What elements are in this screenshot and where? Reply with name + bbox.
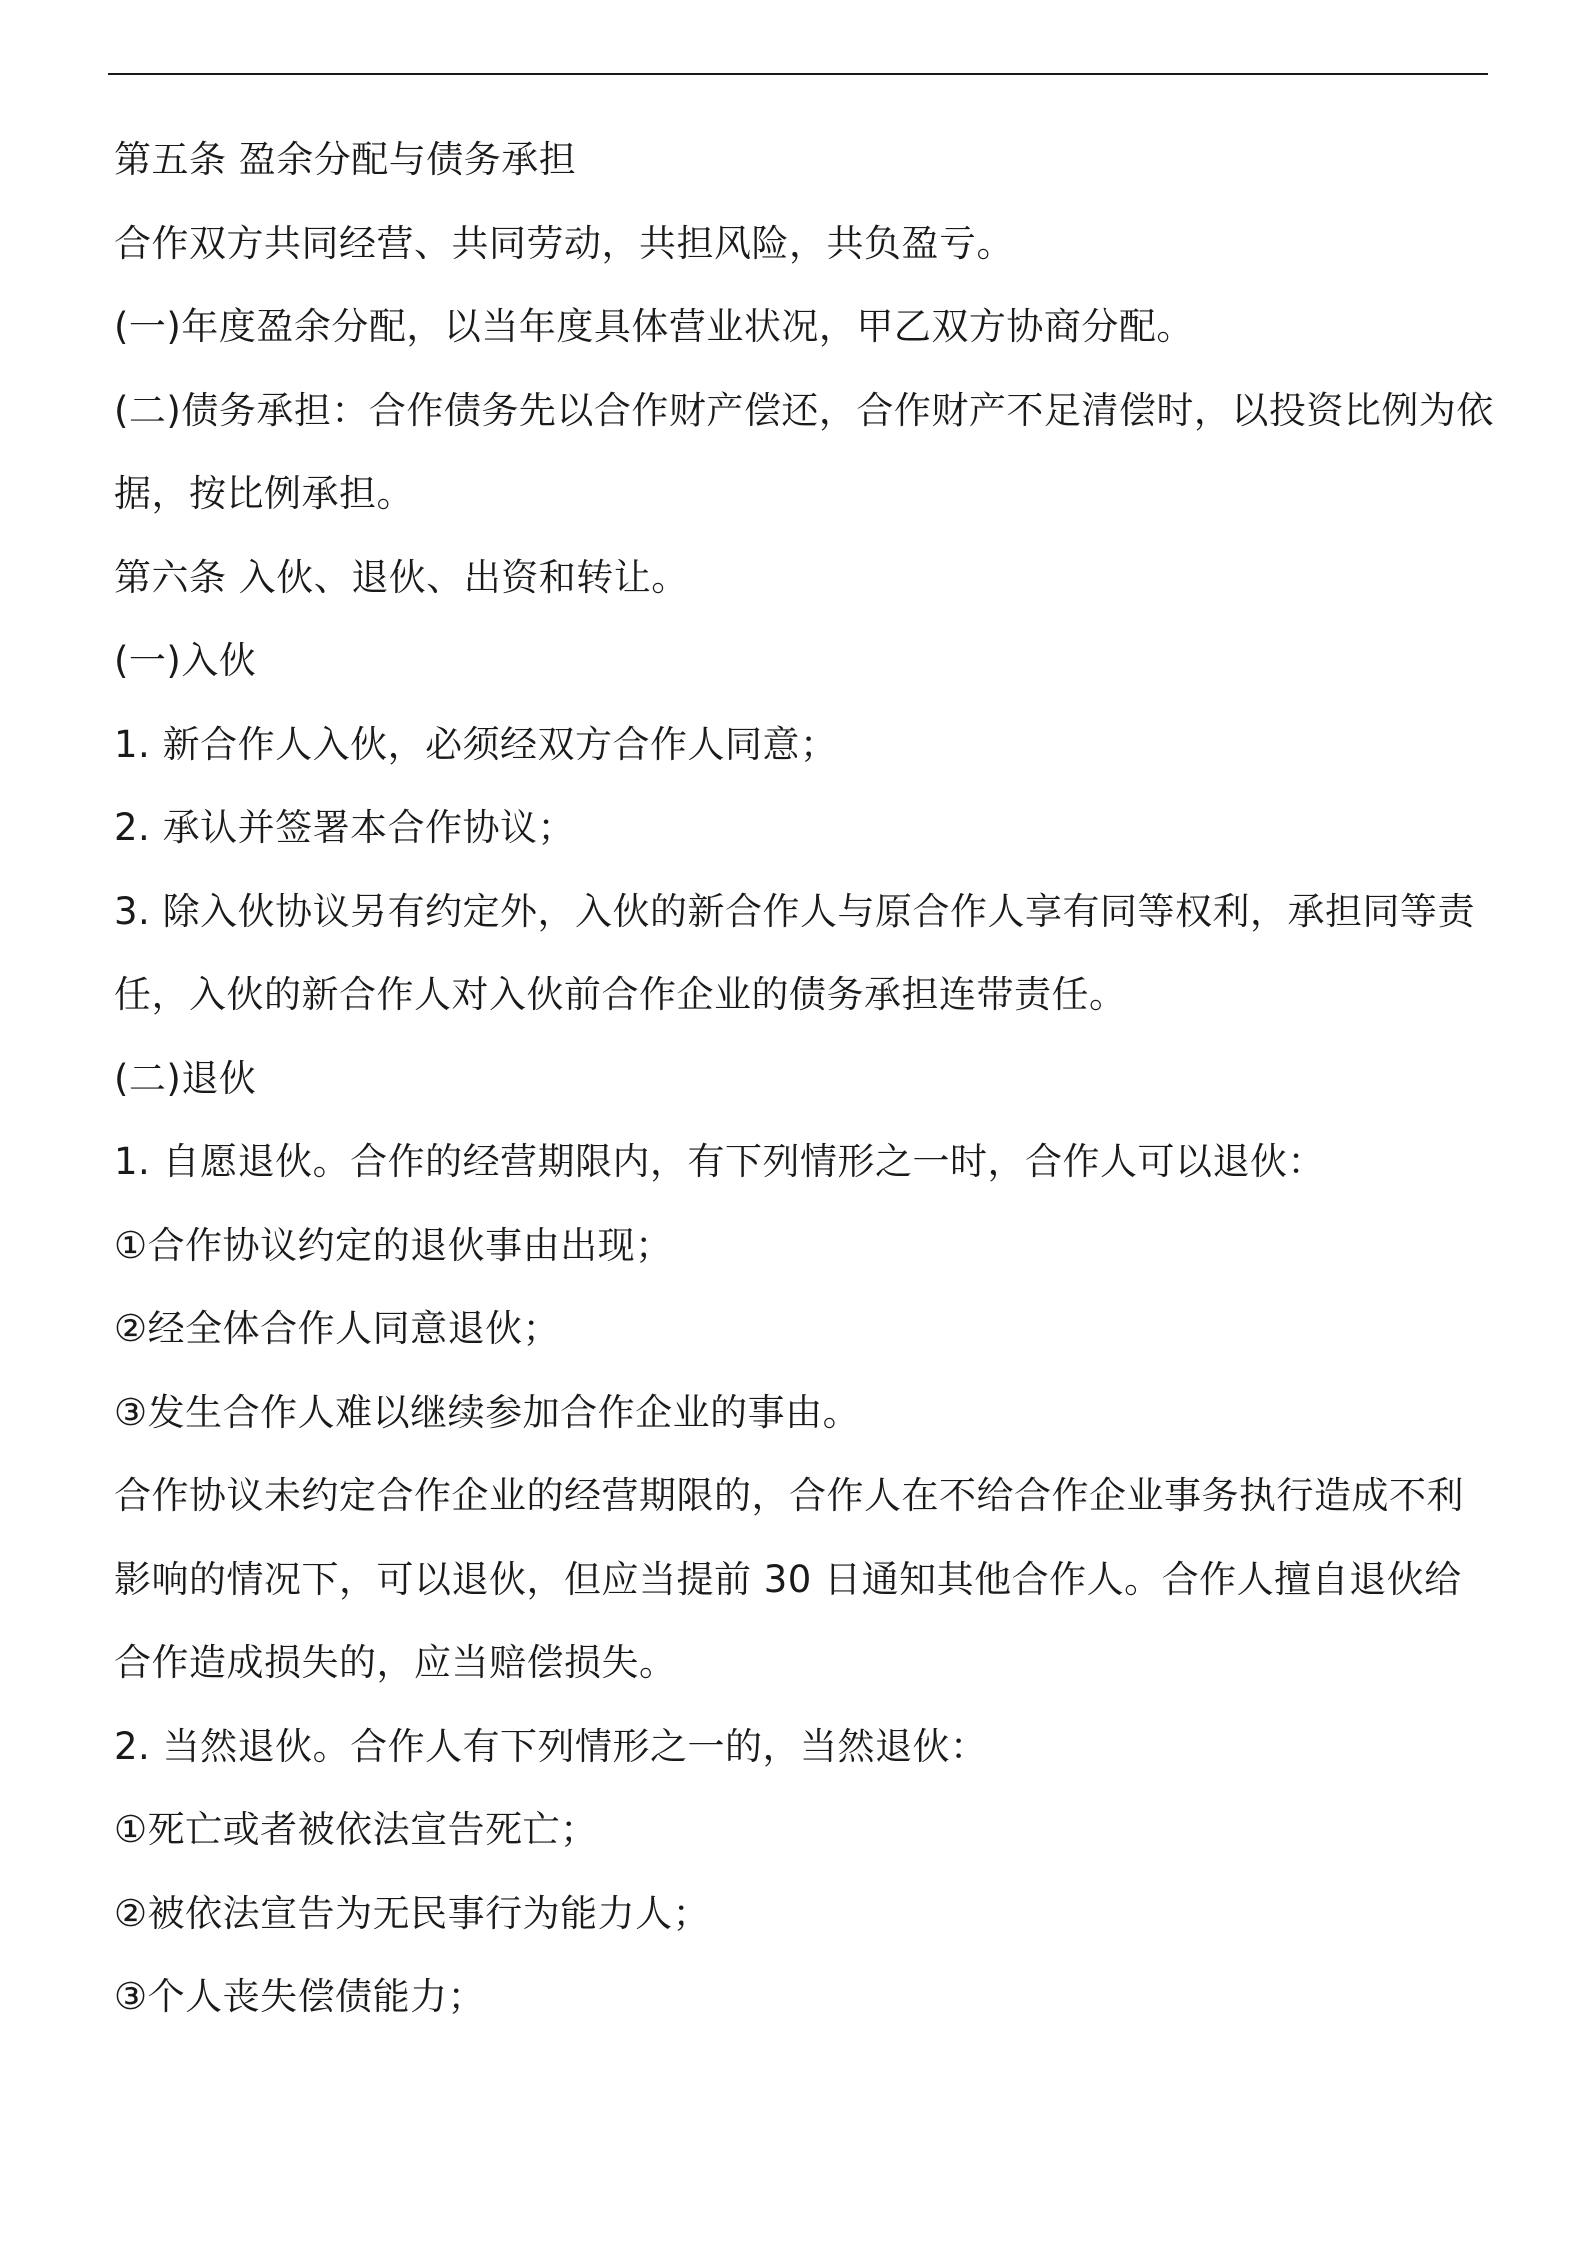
section-heading: (二)退伙 (114, 1056, 257, 1100)
list-item: 2. 承认并签署本合作协议； (114, 806, 576, 849)
header-rule (108, 73, 1488, 75)
article-6-heading: 第六条 入伙、退伙、出资和转让。 (114, 555, 689, 599)
list-item: ②经全体合作人同意退伙； (114, 1307, 561, 1350)
list-item: ①合作协议约定的退伙事由出现； (114, 1223, 673, 1267)
list-item: 3. 除入伙协议另有约定外，入伙的新合作人与原合作人享有同等权利，承担同等责任，入伙的新合作人对入伙前合作企业的债务承担连带责任。 (114, 889, 1476, 1016)
document-body (114, 118, 1496, 2039)
paragraph: 合作双方共同经营、共同劳动，共担风险，共负盈亏。 (114, 221, 1014, 265)
section-heading: (一)入伙 (114, 639, 257, 682)
list-item: ②被依法宣告为无民事行为能力人； (114, 1891, 711, 1935)
paragraph: (一)年度盈余分配，以当年度具体营业状况，甲乙双方协商分配。 (114, 305, 1194, 348)
list-item: 1. 自愿退伙。合作的经营期限内，有下列情形之一时，合作人可以退伙： (114, 1140, 1326, 1183)
list-item: 2. 当然退伙。合作人有下列情形之一的，当然退伙： (114, 1724, 988, 1768)
list-item: 1. 新合作人入伙，必须经双方合作人同意； (114, 722, 838, 766)
list-item: ③个人丧失偿债能力； (114, 1975, 486, 2018)
list-item: ③发生合作人难以继续参加合作企业的事由。 (114, 1390, 861, 1434)
paragraph: 合作协议未约定合作企业的经营期限的，合作人在不给合作企业事务执行造成不利影响的情况下，可以退伙，但应当提前 30 日通知其他合作人。合作人擅自退伙给合作造成损失的，应当赔偿损失。 (114, 1474, 1464, 1684)
article-5-heading: 第五条 盈余分配与债务承担 (114, 138, 577, 181)
paragraph: (二)债务承担：合作债务先以合作财产偿还，合作财产不足清偿时，以投资比例为依据，按比例承担。 (114, 388, 1494, 515)
list-item: ①死亡或者被依法宣告死亡； (114, 1808, 598, 1851)
